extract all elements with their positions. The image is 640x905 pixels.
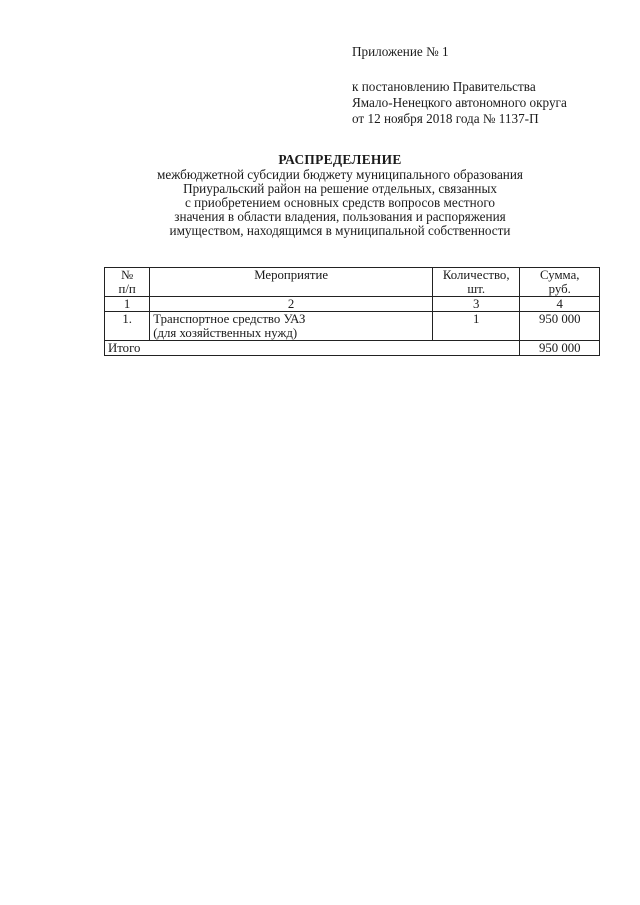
title-block xyxy=(100,151,580,238)
row-number: 1. xyxy=(105,312,150,341)
column-number: 1 xyxy=(105,297,150,312)
row-sum: 950 000 xyxy=(520,312,600,341)
row-event-line: Транспортное средство УАЗ xyxy=(153,312,306,326)
total-label: Итого xyxy=(105,341,520,356)
appendix-line: Ямало-Ненецкого автономного округа xyxy=(352,95,567,110)
distribution-table xyxy=(104,267,600,356)
header-qty-line: Количество, xyxy=(442,268,510,282)
appendix-line: от 12 ноября 2018 года № 1137-П xyxy=(352,111,539,126)
subtitle-line: значения в области владения, пользования и распоряжения xyxy=(174,209,506,224)
total-sum: 950 000 xyxy=(520,341,600,356)
subtitle-line: межбюджетной субсидии бюджету муниципального образования xyxy=(157,167,523,182)
appendix-title: Приложение № 1 xyxy=(352,44,449,59)
row-event xyxy=(150,312,433,341)
total-row xyxy=(105,341,600,356)
document-title: РАСПРЕДЕЛЕНИЕ xyxy=(278,152,402,167)
row-event-line: (для хозяйственных нужд) xyxy=(153,326,298,340)
header-no-line: п/п xyxy=(118,282,136,296)
subtitle-line: имуществом, находящимся в муниципальной собственности xyxy=(169,223,511,238)
header-sum-line: Сумма, xyxy=(540,268,580,282)
header-qty-line: шт. xyxy=(467,282,486,296)
column-number: 2 xyxy=(150,297,433,312)
table-header-row xyxy=(105,268,600,297)
header-event: Мероприятие xyxy=(150,268,433,297)
header-sum xyxy=(520,268,600,297)
header-sum-line: руб. xyxy=(548,282,571,296)
appendix-block xyxy=(352,44,567,127)
header-no xyxy=(105,268,150,297)
column-number-row xyxy=(105,297,600,312)
appendix-line: к постановлению Правительства xyxy=(352,79,536,94)
table-row xyxy=(105,312,600,341)
header-qty xyxy=(432,268,520,297)
header-no-line: № xyxy=(121,268,134,282)
column-number: 3 xyxy=(432,297,520,312)
subtitle-line: Приуральский район на решение отдельных, связанных xyxy=(183,181,497,196)
column-number: 4 xyxy=(520,297,600,312)
subtitle-line: с приобретением основных средств вопросов местного xyxy=(184,195,496,210)
row-qty: 1 xyxy=(432,312,520,341)
